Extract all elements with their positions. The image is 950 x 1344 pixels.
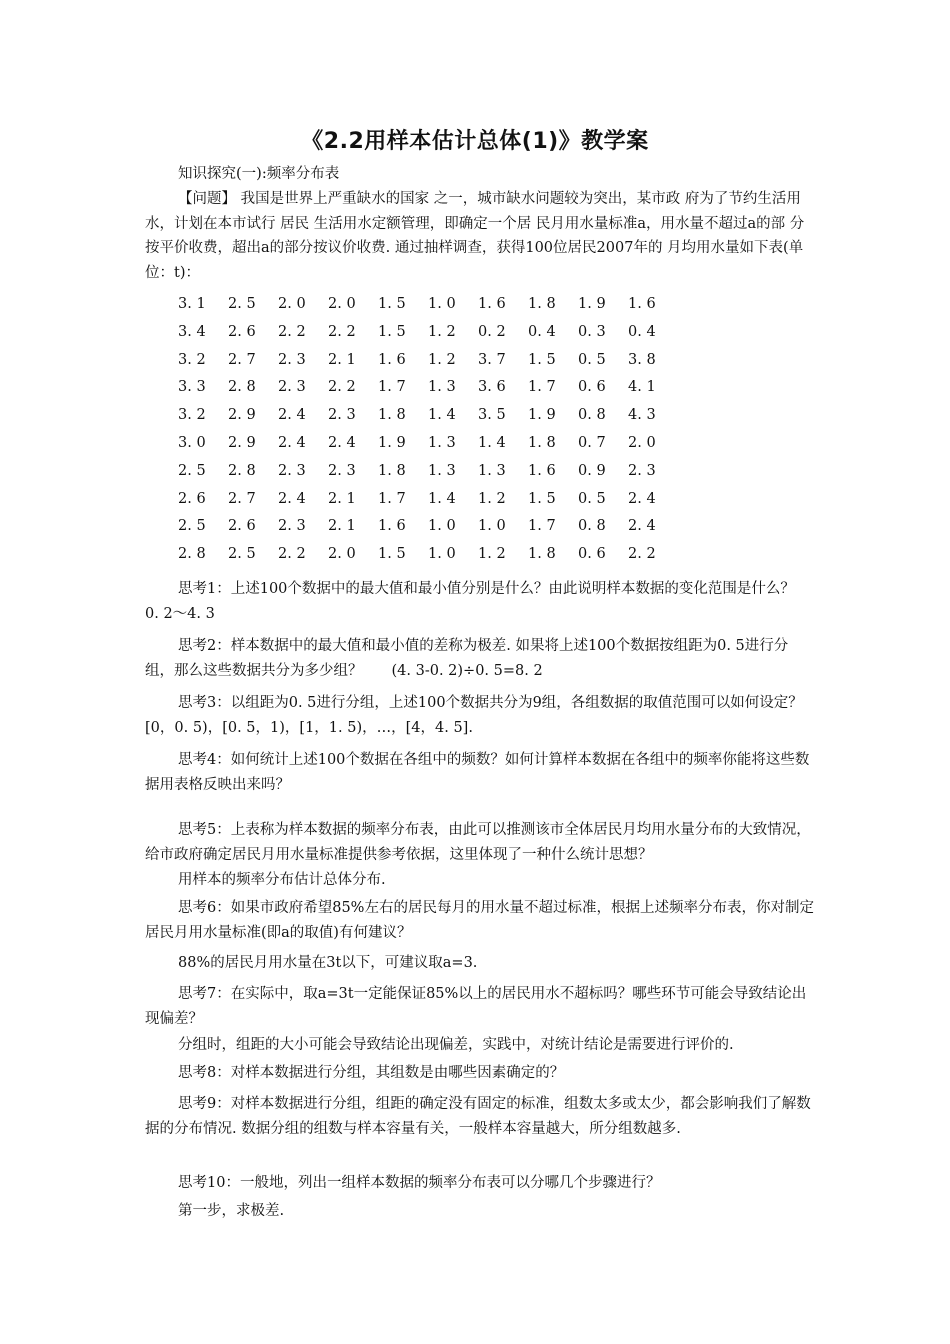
table-cell: 0. 7 [578,434,606,451]
table-cell: 0. 4 [628,323,656,340]
table-cell: 2. 2 [628,546,656,563]
table-cell: 3. 0 [178,434,206,451]
table-cell: 2. 6 [228,518,256,535]
table-cell: 0. 8 [578,407,606,424]
answer-5: 用样本的频率分布估计总体分布. [178,872,386,888]
problem-paragraph: 【问题】 我国是世界上严重缺水的国家 之一，城市缺水问题较为突出，某市政 府为了节约生活用水，计划在本市试行 居民 生活用水定额管理，即确定一个居 民月用水量标准a，用水量不超过a的部 分按平价收费，超出a的部分按议价收费. 通过抽样调查，获得100位居民2007年的 月均用水量如下表(单位：t)： [145,191,805,281]
table-cell: 0. 6 [578,546,606,563]
question-5: 思考5：上表称为样本数据的频率分布表，由此可以推测该市全体居民月均用水量分布的大致情况，给市政府确定居民月用水量标准提供参考依据，这里体现了一种什么统计思想？ [145,822,811,863]
table-cell: 2. 5 [178,518,206,535]
table-cell: 1. 3 [478,462,506,479]
answer-10: 第一步，求极差. [178,1203,285,1219]
table-cell: 2. 4 [628,518,656,535]
table-cell: 2. 4 [328,434,356,451]
table-cell: 0. 8 [578,518,606,535]
table-cell: 2. 8 [228,462,256,479]
table-cell: 0. 6 [578,379,606,396]
table-cell: 2. 2 [278,546,306,563]
table-cell: 1. 7 [528,379,556,396]
table-cell: 3. 8 [628,351,656,368]
table-cell: 2. 4 [278,490,306,507]
table-cell: 1. 4 [428,407,456,424]
table-cell: 2. 5 [228,296,256,312]
table-cell: 2. 4 [278,434,306,451]
question-8: 思考8：对样本数据进行分组，其组数是由哪些因素确定的？ [178,1065,565,1081]
question-7: 思考7：在实际中，取a=3t一定能保证85%以上的居民用水不超标吗？哪些环节可能会导致结论出现偏差？ [145,986,807,1027]
table-cell: 1. 5 [378,546,406,563]
table-cell: 2. 7 [228,490,256,507]
table-cell: 3. 2 [178,407,206,424]
table-cell: 2. 7 [228,351,256,368]
table-cell: 1. 2 [428,351,456,368]
table-cell: 1. 5 [528,490,556,507]
table-cell: 2. 1 [328,490,356,507]
table-cell: 2. 2 [328,323,356,340]
table-cell: 2. 2 [328,379,356,396]
table-cell: 1. 6 [528,462,556,479]
table-cell: 2. 3 [278,379,306,396]
table-cell: 1. 7 [378,490,406,507]
table-cell: 1. 7 [378,379,406,396]
table-cell: 1. 7 [528,518,556,535]
table-cell: 1. 9 [578,296,606,312]
question-10: 思考10：一般地，列出一组样本数据的频率分布表可以分哪几个步骤进行？ [178,1175,661,1191]
table-cell: 2. 3 [278,462,306,479]
answer-7: 分组时，组距的大小可能会导致结论出现偏差，实践中，对统计结论是需要进行评价的. [178,1037,734,1053]
table-cell: 2. 9 [228,434,256,451]
table-cell: 2. 6 [178,490,206,507]
question-2: 思考2：样本数据中的最大值和最小值的差称为极差. 如果将上述100个数据按组距为0. 5进行分组，那么这些数据共分为多少组？ (4. 3-0. 2)÷0. 5=8. 2 [145,638,789,679]
table-cell: 2. 1 [328,351,356,368]
table-cell: 1. 3 [428,462,456,479]
table-cell: 2. 5 [178,462,206,479]
table-cell: 1. 6 [378,351,406,368]
table-cell: 1. 8 [378,407,406,424]
table-cell: 4. 3 [628,407,656,424]
table-cell: 1. 8 [528,296,556,312]
table-cell: 0. 5 [578,351,606,368]
table-cell: 1. 2 [478,490,506,507]
table-cell: 0. 5 [578,490,606,507]
table-cell: 1. 8 [378,462,406,479]
table-cell: 3. 3 [178,379,206,396]
table-cell: 1. 9 [378,434,406,451]
question-4: 思考4：如何统计上述100个数据在各组中的频数？如何计算样本数据在各组中的频率你能将这些数据用表格反映出来吗？ [145,752,810,793]
table-cell: 1. 2 [428,323,456,340]
table-cell: 1. 8 [528,546,556,563]
table-cell: 1. 0 [428,296,456,312]
table-cell: 2. 3 [328,462,356,479]
question-9: 思考9：对样本数据进行分组，组距的确定没有固定的标准，组数太多或太少，都会影响我们了解数据的分布情况. 数据分组的组数与样本容量有关，一般样本容量越大，所分组数越多. [145,1096,811,1137]
table-cell: 1. 4 [478,434,506,451]
table-cell: 2. 3 [628,462,656,479]
table-cell: 1. 0 [478,518,506,535]
table-cell: 3. 7 [478,351,506,368]
table-cell: 2. 8 [178,546,206,563]
table-cell: 2. 3 [328,407,356,424]
table-cell: 0. 9 [578,462,606,479]
table-cell: 1. 4 [428,490,456,507]
table-cell: 2. 3 [278,518,306,535]
document-title: 《2.2用样本估计总体(1)》教学案 [301,129,649,154]
table-cell: 1. 3 [428,379,456,396]
table-cell: 2. 9 [228,407,256,424]
question-1: 思考1：上述100个数据中的最大值和最小值分别是什么？由此说明样本数据的变化范围是什么？ 0. 2～4. 3 [145,581,853,622]
table-cell: 1. 8 [528,434,556,451]
table-cell: 2. 0 [628,434,656,451]
table-cell: 2. 3 [278,351,306,368]
table-cell: 1. 3 [428,434,456,451]
table-cell: 2. 4 [278,407,306,424]
table-cell: 2. 2 [278,323,306,340]
table-cell: 3. 5 [478,407,506,424]
table-cell: 2. 5 [228,546,256,563]
table-cell: 1. 5 [378,296,406,312]
answer-6: 88%的居民月用水量在3t以下，可建议取a=3. [178,955,478,971]
table-cell: 1. 2 [478,546,506,563]
table-cell: 3. 2 [178,351,206,368]
table-cell: 4. 1 [628,379,656,396]
table-cell: 3. 6 [478,379,506,396]
table-cell: 1. 0 [428,518,456,535]
table-cell: 3. 4 [178,323,206,340]
table-cell: 1. 0 [428,546,456,563]
question-3: 思考3：以组距为0. 5进行分组，上述100个数据共分为9组，各组数据的取值范围可以如何设定？[0，0. 5)，[0. 5，1)，[1，1. 5)，…，[4，4. 5]. [145,695,803,736]
table-cell: 1. 5 [528,351,556,368]
table-cell: 1. 6 [378,518,406,535]
question-6: 思考6：如果市政府希望85%左右的居民每月的用水量不超过标准，根据上述频率分布表，你对制定居民月用水量标准(即a的取值)有何建议？ [145,900,814,941]
table-cell: 2. 0 [278,296,306,312]
table-cell: 2. 0 [328,296,356,312]
table-cell: 3. 1 [178,296,206,312]
table-cell: 2. 6 [228,323,256,340]
table-cell: 1. 6 [478,296,506,312]
table-cell: 0. 3 [578,323,606,340]
table-cell: 2. 4 [628,490,656,507]
table-cell: 2. 0 [328,546,356,563]
section-heading: 知识探究(一):频率分布表 [178,166,340,182]
table-cell: 2. 8 [228,379,256,396]
table-cell: 2. 1 [328,518,356,535]
table-cell: 1. 6 [628,296,656,312]
table-cell: 0. 4 [528,323,556,340]
table-cell: 0. 2 [478,323,506,340]
table-cell: 1. 5 [378,323,406,340]
table-cell: 1. 9 [528,407,556,424]
